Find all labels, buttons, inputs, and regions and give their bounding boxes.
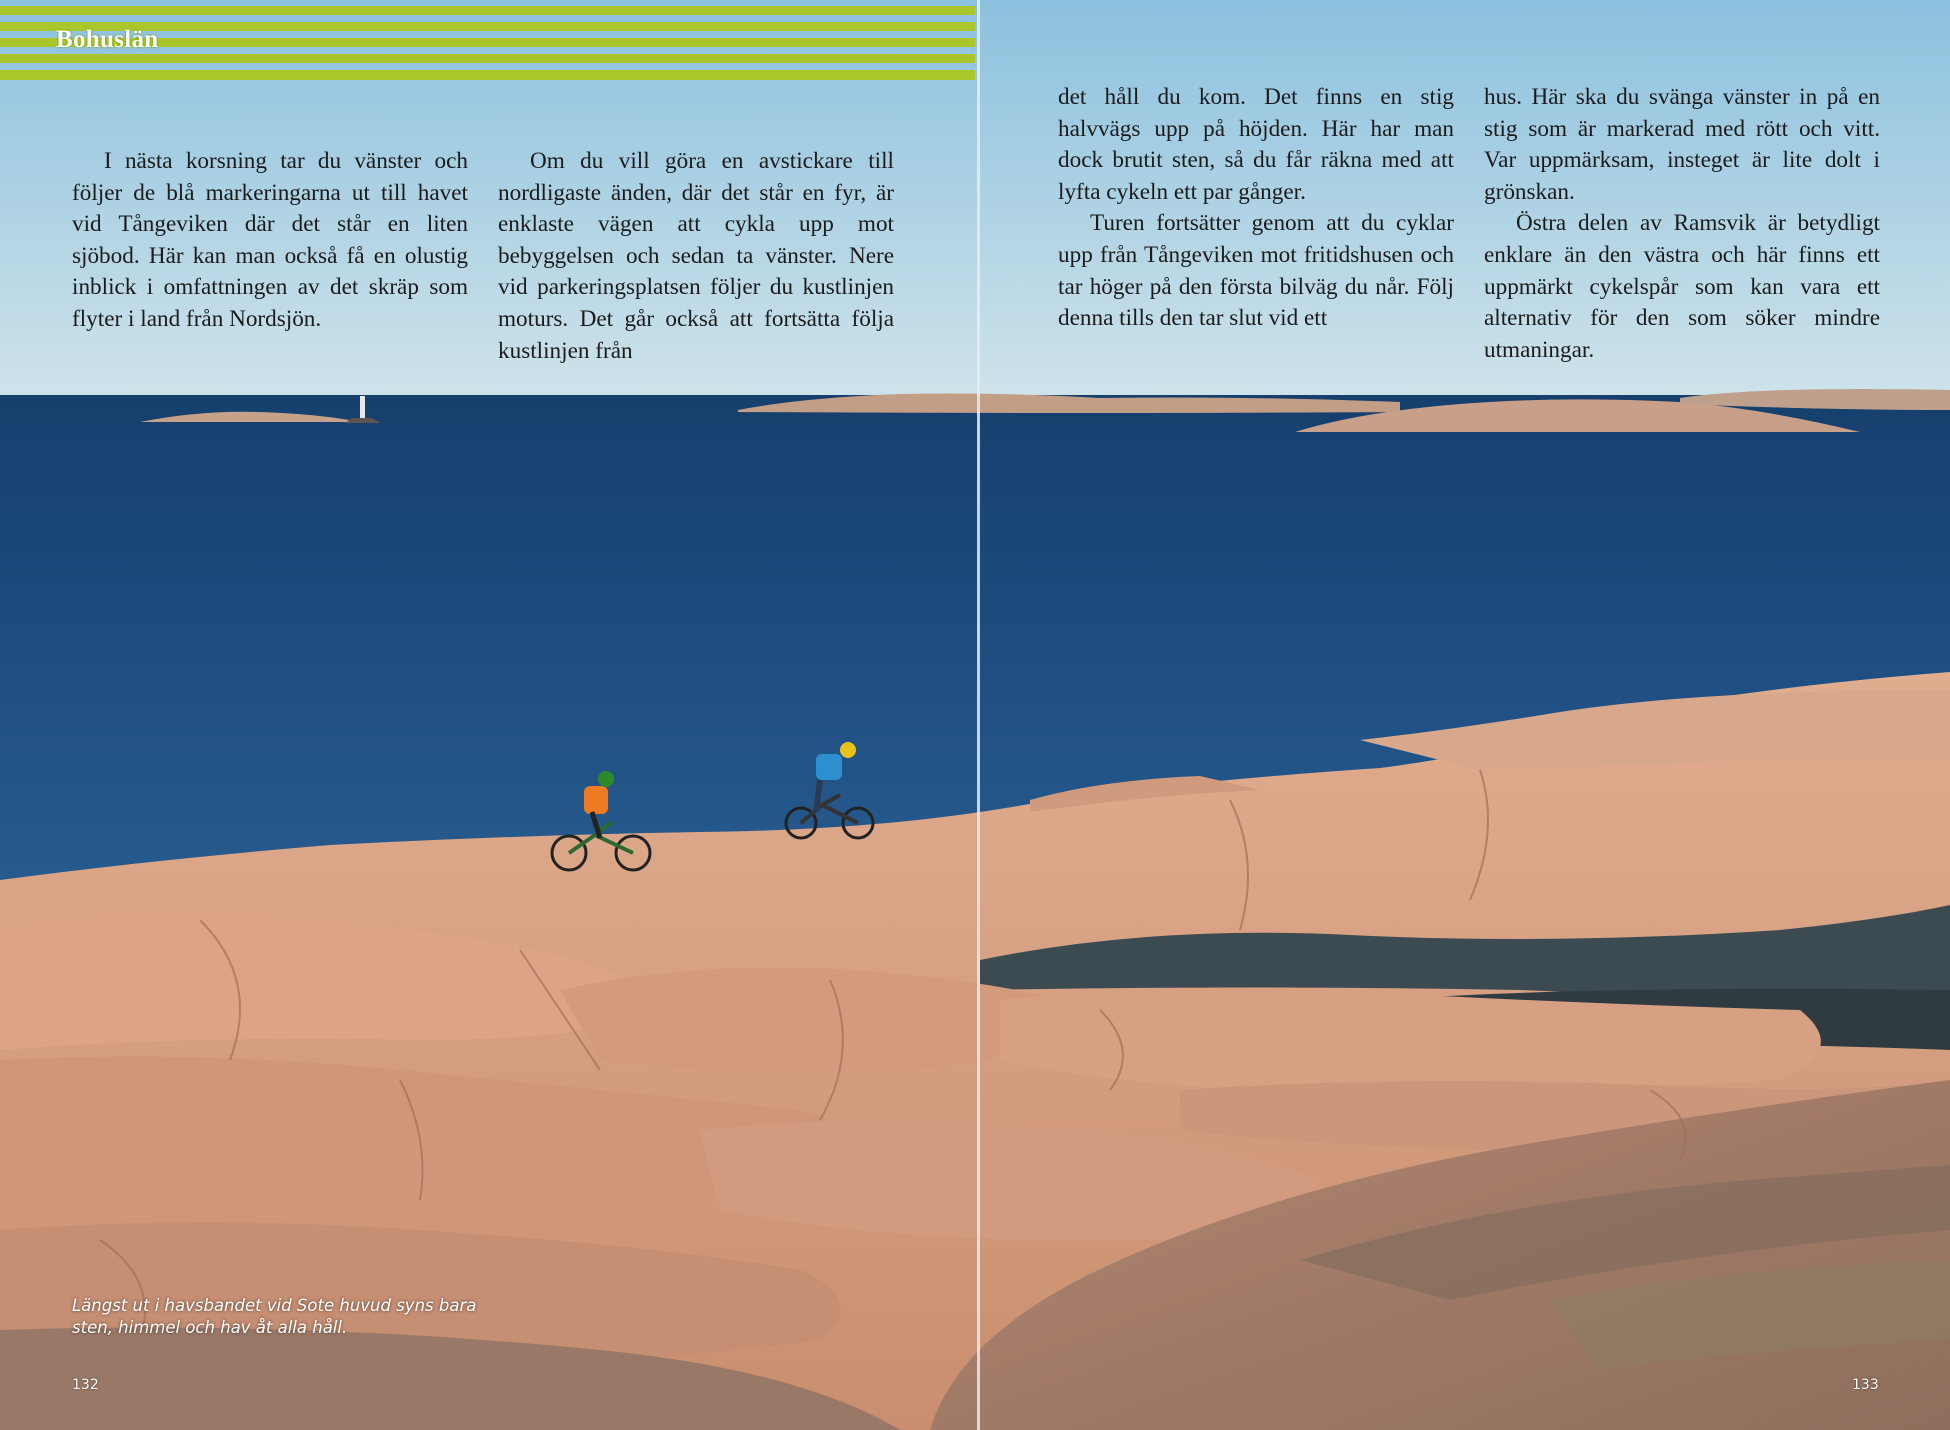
page-number-left: 132 [72,1377,99,1393]
paragraph: I nästa korsning tar du vänster och följer de blå markeringarna ut till havet vid Tångeviken där det står en liten sjöbod. Här kan man också få en olustig inblick i omfattningen av det skräp som flyter i land från Nordsjön. [72,148,468,332]
text-column-1 [72,146,468,336]
text-column-4 [1484,82,1880,366]
paragraph: Turen fortsätter genom att du cyklar upp från Tångeviken mot fritidshusen och tar höger på den första bilväg du når. Följ denna tills den tar slut vid ett [1058,210,1454,332]
section-title: Bohuslän [56,26,159,53]
section-header [0,0,975,80]
paragraph: hus. Här ska du svänga vänster in på en stig som är markerad med rött och vitt. Var uppmärksam, insteget är lite dolt i grönskan. [1484,84,1880,205]
photo-caption: Längst ut i havsbandet vid Sote huvud syns bara sten, himmel och hav åt alla håll. [72,1296,477,1337]
page-number-right: 133 [1852,1377,1879,1393]
text-column-3 [1058,82,1454,335]
paragraph: Östra delen av Ramsvik är betydligt enklare än den västra och här finns ett uppmärkt cykelspår som kan vara ett alternativ för den som söker mindre utmaningar. [1484,210,1880,363]
text-column-2 [498,146,894,367]
lighthouse [360,396,365,420]
paragraph: Om du vill göra en avstickare till nordligaste änden, där det står en fyr, är enklaste vägen att cykla upp mot bebyggelsen och sedan ta vänster. Nere vid parkeringsplatsen följer du kustlinjen moturs. Det går också att fortsätta följa kustlinjen från [498,148,894,364]
page-gutter [977,0,980,1430]
paragraph: det håll du kom. Det finns en stig halvvägs upp på höjden. Här har man dock brutit sten, så du får räkna med att lyfta cykeln ett par gånger. [1058,84,1454,205]
